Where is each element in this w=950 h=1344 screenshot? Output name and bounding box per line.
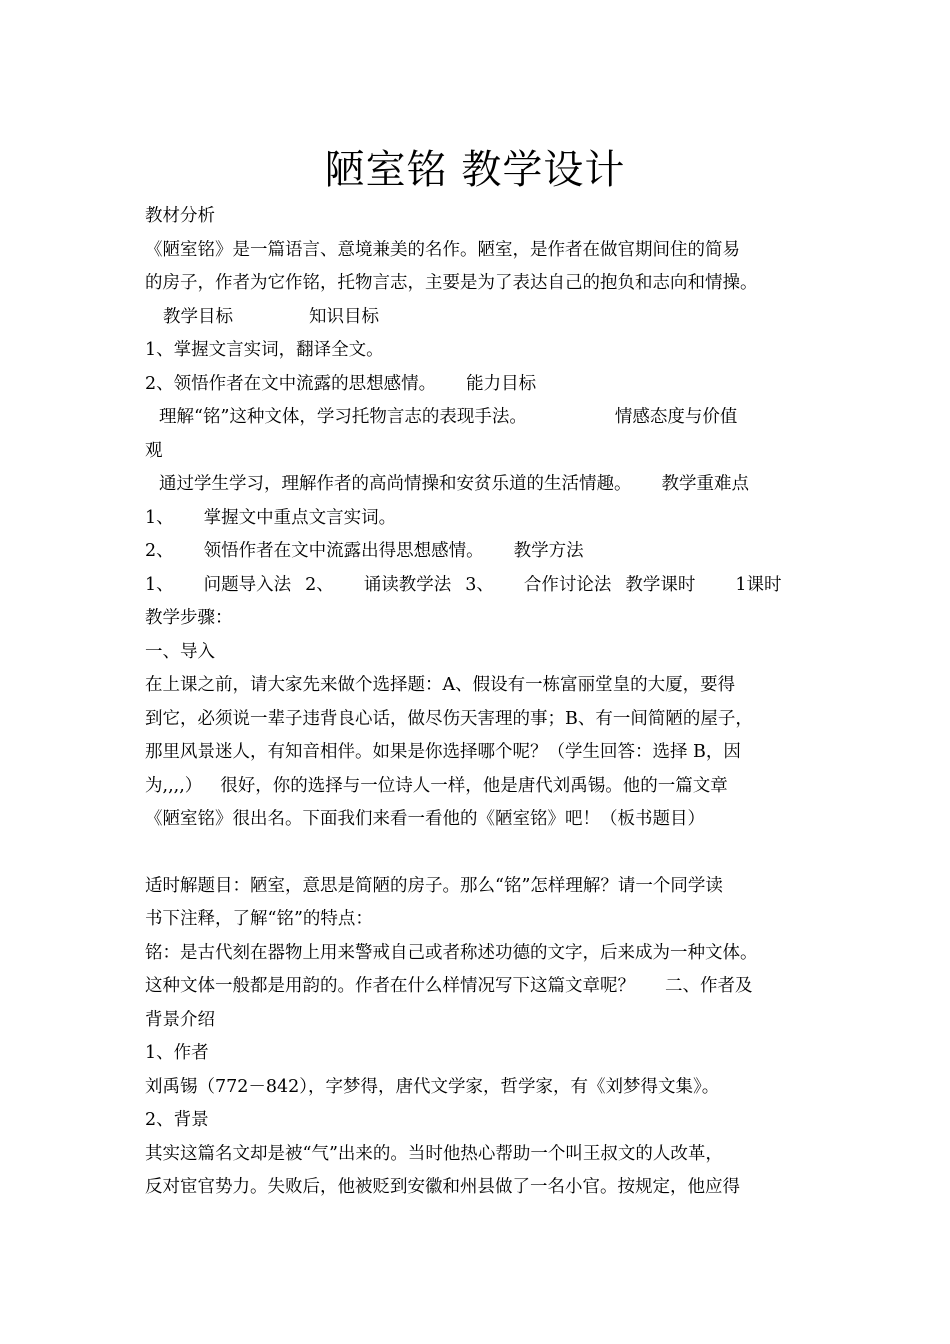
section-heading-goals: 教学目标 — [163, 306, 233, 327]
heading-line-goals — [145, 301, 825, 335]
section-heading-difficulty: 教学重难点 — [661, 474, 749, 494]
section-heading-intro — [145, 636, 825, 670]
paragraph-line — [145, 401, 825, 435]
paragraph-gap — [145, 837, 825, 870]
text-span: 反对宦官势力。失败后，他被贬到安徽和州县做了一名小官。按规定，他应得 — [145, 1177, 740, 1197]
section-heading-hours: 教学课时 — [625, 574, 696, 595]
paragraph-line — [145, 1004, 825, 1038]
paragraph-line — [145, 903, 825, 937]
text-span: 问题导入法 — [203, 574, 292, 595]
text-span: 其实这篇名文却是被“气”出来的。当时他热心帮助一个叫王叔文的人改革， — [145, 1143, 723, 1164]
paragraph-line — [145, 736, 825, 770]
section-heading-analysis — [145, 200, 825, 234]
paragraph-line — [145, 770, 825, 804]
text-span: 合作讨论法 — [523, 574, 612, 595]
list-item — [145, 502, 825, 536]
section-heading-author: 二、作者及 — [665, 976, 753, 996]
subheading-emotion: 情感态度与价值 — [614, 407, 738, 427]
text-span: 诵读教学法 — [363, 574, 452, 595]
list-number: 1、 — [145, 507, 174, 528]
text-span: 2、背景 — [145, 1110, 209, 1130]
text-span: 1课时 — [735, 574, 782, 595]
section-heading-steps — [145, 602, 825, 636]
text-span: 这种文体一般都是用韵的。作者在什么样情况写下这篇文章呢？ — [145, 976, 635, 996]
paragraph-line — [145, 1138, 825, 1172]
subheading-background — [145, 1104, 825, 1138]
list-item — [145, 334, 825, 368]
section-heading-methods: 教学方法 — [513, 541, 584, 561]
text-span: 1、掌握文言实词，翻译全文。 — [145, 340, 384, 360]
text-span: 《陋室铭》是一篇语言、意境兼美的名作。陋室，是作者在做官期间住的简易 — [145, 239, 740, 260]
list-number: 2、 — [305, 574, 334, 595]
text-span: 刘禹锡（772－842），字梦得，唐代文学家，哲学家，有《刘梦得文集》。 — [145, 1076, 720, 1097]
text-span: 教学步骤： — [145, 608, 233, 628]
text-span: 《陋室铭》很出名。下面我们来看一看他的《陋室铭》吧！（板书题目） — [145, 809, 705, 829]
text-span: 领悟作者在文中流露出得思想感情。 — [203, 541, 484, 561]
list-number: 3、 — [465, 574, 494, 595]
document-body — [145, 200, 825, 1205]
text-span: 掌握文中重点文言实词。 — [203, 507, 397, 528]
text-span: 一、导入 — [145, 641, 215, 662]
list-item — [145, 368, 825, 402]
paragraph-line — [145, 669, 825, 703]
text-span: 2、领悟作者在文中流露的思想感情。 — [145, 373, 437, 394]
subheading-ability: 能力目标 — [466, 373, 537, 394]
paragraph-line — [145, 468, 825, 502]
list-number: 1、 — [145, 574, 174, 595]
methods-line — [145, 569, 825, 603]
paragraph-line — [145, 435, 825, 469]
text-span: 观 — [145, 440, 163, 461]
text-span: 为,,,,） — [145, 775, 203, 796]
paragraph-line — [145, 1171, 825, 1205]
subheading-author — [145, 1037, 825, 1071]
subheading-knowledge: 知识目标 — [309, 306, 379, 327]
text-span: 通过学生学习，理解作者的高尚情操和安贫乐道的生活情趣。 — [159, 474, 632, 494]
text-span: 铭：是古代刻在器物上用来警戒自己或者称述功德的文字，后来成为一种文体。 — [145, 942, 758, 963]
document-title: 陋室铭 教学设计 — [324, 147, 626, 193]
paragraph-line — [145, 970, 825, 1004]
text-span: 1、作者 — [145, 1043, 209, 1063]
list-number: 2、 — [145, 541, 174, 561]
text-span: 在上课之前，请大家先来做个选择题：A、假设有一栋富丽堂皇的大厦，要得 — [145, 675, 736, 695]
text-span: 的房子，作者为它作铭，托物言志，主要是为了表达自己的抱负和志向和情操。 — [145, 273, 758, 293]
text-span: 适时解题目：陋室，意思是简陋的房子。那么“铭”怎样理解？请一个同学读 — [145, 875, 723, 896]
text-span: 教材分析 — [145, 206, 215, 226]
text-span: 到它，必须说一辈子违背良心话，做尽伤天害理的事；B、有一间简陋的屋子， — [145, 708, 753, 729]
text-span: 背景介绍 — [145, 1009, 215, 1030]
paragraph-line — [145, 870, 825, 904]
paragraph-line — [145, 234, 825, 268]
text-span: 那里风景迷人，有知音相伴。如果是你选择哪个呢？（学生回答：选择 B，因 — [145, 742, 741, 762]
text-span: 理解“铭”这种文体，学习托物言志的表现手法。 — [159, 407, 527, 427]
paragraph-line — [145, 937, 825, 971]
list-item — [145, 535, 825, 569]
paragraph-line — [145, 703, 825, 737]
text-span: 很好，你的选择与一位诗人一样，他是唐代刘禹锡。他的一篇文章 — [220, 775, 728, 796]
text-span: 书下注释，了解“铭”的特点： — [145, 909, 373, 929]
paragraph-line — [145, 1071, 825, 1105]
paragraph-line — [145, 803, 825, 837]
paragraph-line — [145, 267, 825, 301]
